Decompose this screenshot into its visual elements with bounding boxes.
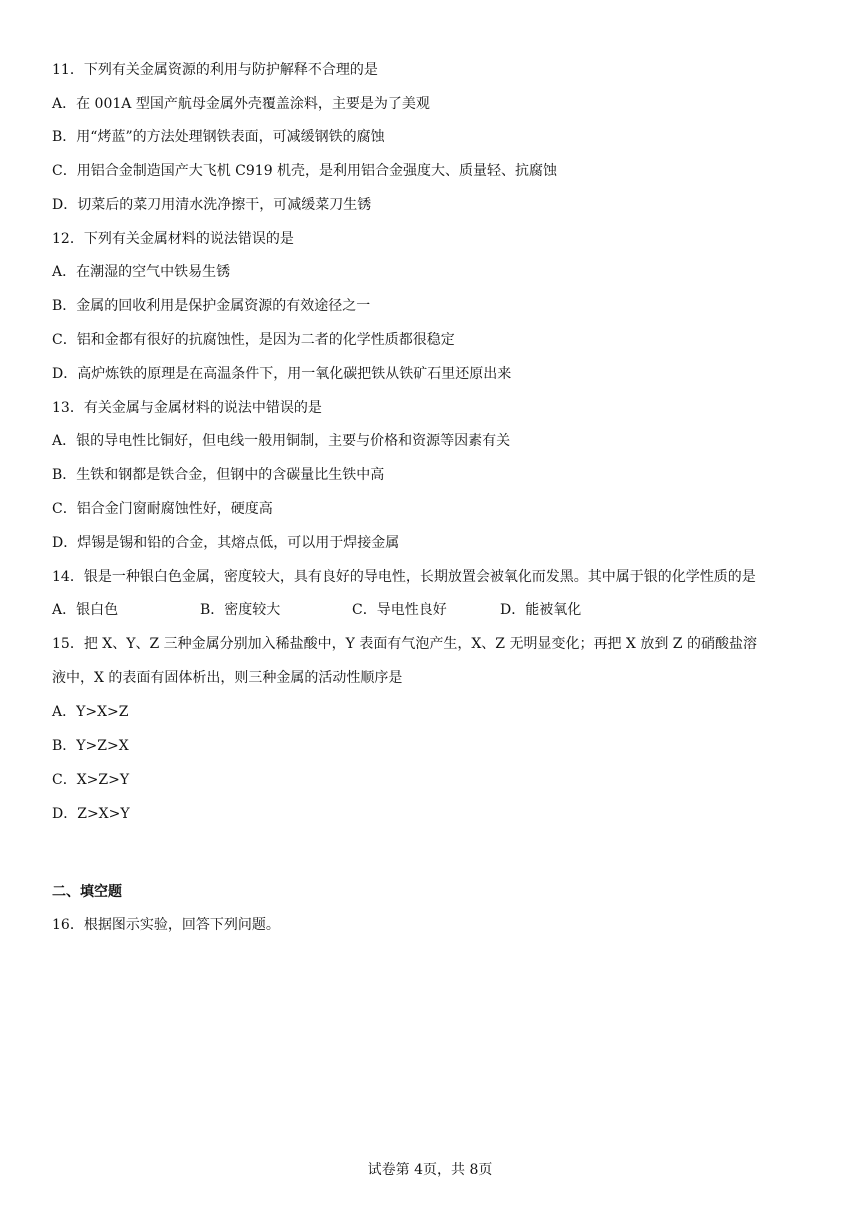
question-14-option-b: B．密度较大 bbox=[200, 602, 281, 618]
question-13-stem: 13．有关金属与金属材料的说法中错误的是 bbox=[52, 400, 322, 416]
question-15-option-b: B．Y>Z>X bbox=[52, 738, 129, 754]
question-15-stem-line-2: 液中，X 的表面有固体析出，则三种金属的活动性顺序是 bbox=[52, 670, 403, 686]
question-11-stem: 11．下列有关金属资源的利用与防护解释不合理的是 bbox=[52, 62, 378, 78]
question-11-option-b: B．用“烤蓝”的方法处理钢铁表面，可减缓钢铁的腐蚀 bbox=[52, 129, 385, 145]
question-15-option-c: C．X>Z>Y bbox=[52, 772, 130, 788]
question-15-option-d: D．Z>X>Y bbox=[52, 806, 130, 822]
question-14-option-d: D．能被氧化 bbox=[500, 602, 582, 618]
page-footer: 试卷第 4页，共 8页 bbox=[367, 1162, 493, 1178]
question-15-stem-line-1: 15．把 X、Y、Z 三种金属分别加入稀盐酸中，Y 表面有气泡产生，X、Z 无明显变化；再把 X 放到 Z 的硝酸盐溶 bbox=[52, 636, 757, 652]
question-13-option-a: A．银的导电性比铜好，但电线一般用铜制，主要与价格和资源等因素有关 bbox=[52, 433, 511, 449]
question-12-stem: 12．下列有关金属材料的说法错误的是 bbox=[52, 231, 294, 247]
question-12-option-d: D．高炉炼铁的原理是在高温条件下，用一氧化碳把铁从铁矿石里还原出来 bbox=[52, 366, 512, 382]
question-15-option-a: A．Y>X>Z bbox=[52, 704, 129, 720]
question-14-stem: 14．银是一种银白色金属，密度较大，具有良好的导电性，长期放置会被氧化而发黑。其中属于银的化学性质的是 bbox=[52, 569, 756, 585]
question-11-option-c: C．用铝合金制造国产大飞机 C919 机壳，是利用铝合金强度大、质量轻、抗腐蚀 bbox=[52, 163, 558, 179]
question-14-option-a: A．银白色 bbox=[52, 602, 119, 618]
section-2-title: 二、填空题 bbox=[52, 884, 122, 900]
question-11-option-d: D．切菜后的菜刀用清水洗净擦干，可减缓菜刀生锈 bbox=[52, 197, 372, 213]
question-13-option-b: B．生铁和钢都是铁合金，但钢中的含碳量比生铁中高 bbox=[52, 467, 385, 483]
question-12-option-c: C．铝和金都有很好的抗腐蚀性，是因为二者的化学性质都很稳定 bbox=[52, 332, 455, 348]
question-14-option-c: C．导电性良好 bbox=[352, 602, 447, 618]
question-12-option-b: B．金属的回收利用是保护金属资源的有效途径之一 bbox=[52, 298, 371, 314]
question-12-option-a: A．在潮湿的空气中铁易生锈 bbox=[52, 264, 231, 280]
question-13-option-d: D．焊锡是锡和铅的合金，其熔点低，可以用于焊接金属 bbox=[52, 535, 400, 551]
question-11-option-a: A．在 001A 型国产航母金属外壳覆盖涂料，主要是为了美观 bbox=[52, 96, 430, 112]
question-16-stem: 16．根据图示实验，回答下列问题。 bbox=[52, 917, 280, 933]
question-13-option-c: C．铝合金门窗耐腐蚀性好，硬度高 bbox=[52, 501, 273, 517]
